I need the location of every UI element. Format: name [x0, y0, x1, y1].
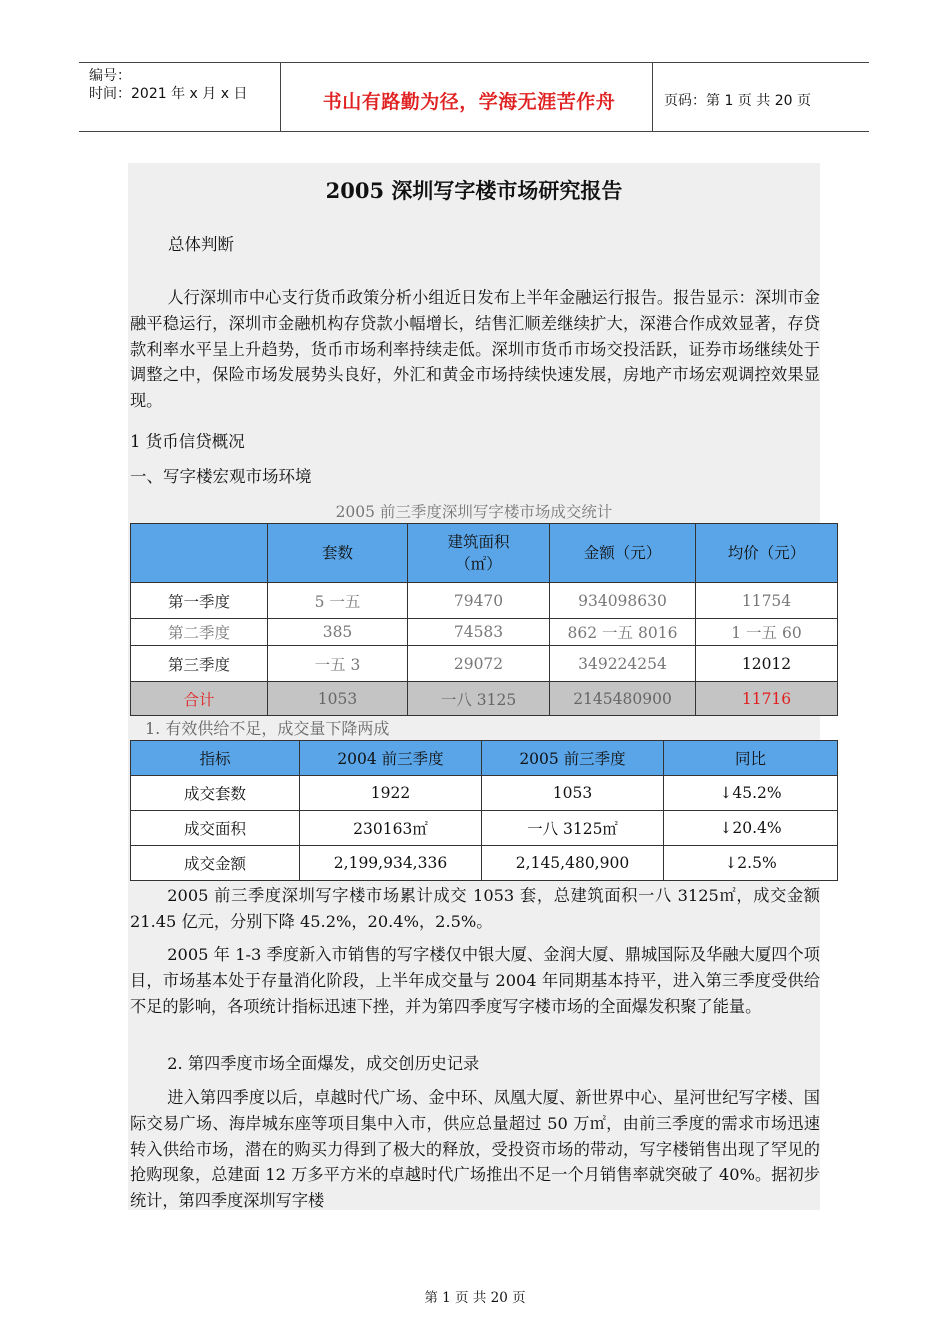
page-footer: 第 1 页 共 20 页 [424, 1290, 526, 1306]
doc-time-label: 时间：2021 年 x 月 x 日 [89, 86, 248, 102]
table-cell: 11754 [696, 583, 838, 619]
table-cell: 2,199,934,336 [300, 846, 482, 881]
section-overall: 总体判断 [167, 235, 234, 254]
table-cell: 成交金额 [131, 846, 300, 881]
table-header-cell: 套数 [268, 524, 408, 583]
header-page-info: 页码：第 1 页 共 20 页 [664, 93, 811, 109]
header-motto: 书山有路勤为径，学海无涯苦作舟 [322, 91, 616, 113]
table-cell: 11716 [696, 682, 838, 716]
header-divider [652, 63, 653, 131]
quarterly-stats-table [130, 523, 838, 716]
table-row [131, 646, 838, 682]
table-cell: ↓20.4% [664, 811, 838, 846]
intro-paragraph: 人行深圳市中心支行货币政策分析小组近日发布上半年金融运行报告。报告显示：深圳市金融平稳运行，深圳市金融机构存贷款小幅增长，结售汇顺差继续扩大，深港合作成效显著，存贷款利率水平呈上升趋势，货币市场利率持续走低。深圳市货币市场交投活跃，证券市场继续处于调整之中，保险市场发展势头良好，外汇和黄金市场持续快速发展，房地产市场宏观调控效果显现。 [130, 288, 820, 411]
table-cell: 第三季度 [131, 646, 268, 682]
list-item-supply: 1. 有效供给不足，成交量下降两成 [145, 719, 390, 738]
table1-caption: 2005 前三季度深圳写字楼市场成交统计 [335, 503, 613, 521]
page-header [79, 62, 869, 132]
table-cell: 230163㎡ [300, 811, 482, 846]
table-cell: 一五 3 [268, 646, 408, 682]
table-header-cell: 2005 前三季度 [482, 741, 664, 776]
table-header-cell: 金额（元） [550, 524, 696, 583]
table-header-cell: 均价（元） [696, 524, 838, 583]
table-header-cell: 建筑面积（㎡） [408, 524, 550, 583]
list-item-q4: 2. 第四季度市场全面爆发，成交创历史记录 [167, 1054, 480, 1073]
table-header-row [131, 524, 838, 583]
table-cell: 第一季度 [131, 583, 268, 619]
table-cell: 2145480900 [550, 682, 696, 716]
table-cell: 74583 [408, 619, 550, 646]
header-divider [280, 63, 281, 131]
table-cell: 一八 3125 [408, 682, 550, 716]
table-cell: 349224254 [550, 646, 696, 682]
table-cell: ↓45.2% [664, 776, 838, 811]
table-cell: ↓2.5% [664, 846, 838, 881]
table-cell: 1053 [268, 682, 408, 716]
doc-number-label: 编号： [89, 68, 131, 84]
header-meta [89, 67, 247, 103]
table-row [131, 776, 838, 811]
table-cell: 合计 [131, 682, 268, 716]
table-cell: 12012 [696, 646, 838, 682]
table-row [131, 619, 838, 646]
table-cell: 1922 [300, 776, 482, 811]
heading-money-credit: 1 货币信贷概况 [130, 432, 245, 451]
table-cell: 一八 3125㎡ [482, 811, 664, 846]
table-cell: 1053 [482, 776, 664, 811]
table-cell: 79470 [408, 583, 550, 619]
table-header-cell: 2004 前三季度 [300, 741, 482, 776]
table-cell: 成交面积 [131, 811, 300, 846]
paragraph-q4: 进入第四季度以后，卓越时代广场、金中环、凤凰大厦、新世界中心、星河世纪写字楼、国际交易广场、海岸城东座等项目集中入市，供应总量超过 50 万㎡，由前三季度的需求市场迅速转入供给市场，潜在的购买力得到了极大的释放，受投资市场的带动，写字楼销售出现了罕见的抢购现象，总建面 12 万多平方米的卓越时代广场推出不足一个月销售率就突破了 40%。据初步统计，第四季度深圳写字楼 [130, 1088, 820, 1211]
table-cell: 第二季度 [131, 619, 268, 646]
table-cell: 934098630 [550, 583, 696, 619]
yoy-comparison-table [130, 740, 838, 881]
paragraph-new-supply: 2005 年 1-3 季度新入市销售的写字楼仅中银大厦、金润大厦、鼎城国际及华融大厦四个项目，市场基本处于存量消化阶段，上半年成交量与 2004 年同期基本持平，进入第三季度受供给不足的影响，各项统计指标迅速下挫，并为第四季度写字楼市场的全面爆发积聚了能量。 [130, 945, 820, 1016]
table-header-cell [131, 524, 268, 583]
table-cell: 5 一五 [268, 583, 408, 619]
doc-title: 2005 深圳写字楼市场研究报告 [325, 178, 623, 203]
table-cell: 385 [268, 619, 408, 646]
table-header-cell: 同比 [664, 741, 838, 776]
table-cell: 862 一五 8016 [550, 619, 696, 646]
table-cell: 2,145,480,900 [482, 846, 664, 881]
table-row [131, 846, 838, 881]
table-header-cell: 指标 [131, 741, 300, 776]
table-row [131, 583, 838, 619]
table-cell: 1 一五 60 [696, 619, 838, 646]
table-cell: 成交套数 [131, 776, 300, 811]
heading-macro-env: 一、写字楼宏观市场环境 [130, 467, 312, 486]
table-cell: 29072 [408, 646, 550, 682]
paragraph-summary: 2005 前三季度深圳写字楼市场累计成交 1053 套，总建筑面积一八 3125㎡，成交金额 21.45 亿元，分别下降 45.2%，20.4%，2.5%。 [130, 886, 820, 931]
table-row [131, 811, 838, 846]
table-header-row [131, 741, 838, 776]
table-total-row [131, 682, 838, 716]
